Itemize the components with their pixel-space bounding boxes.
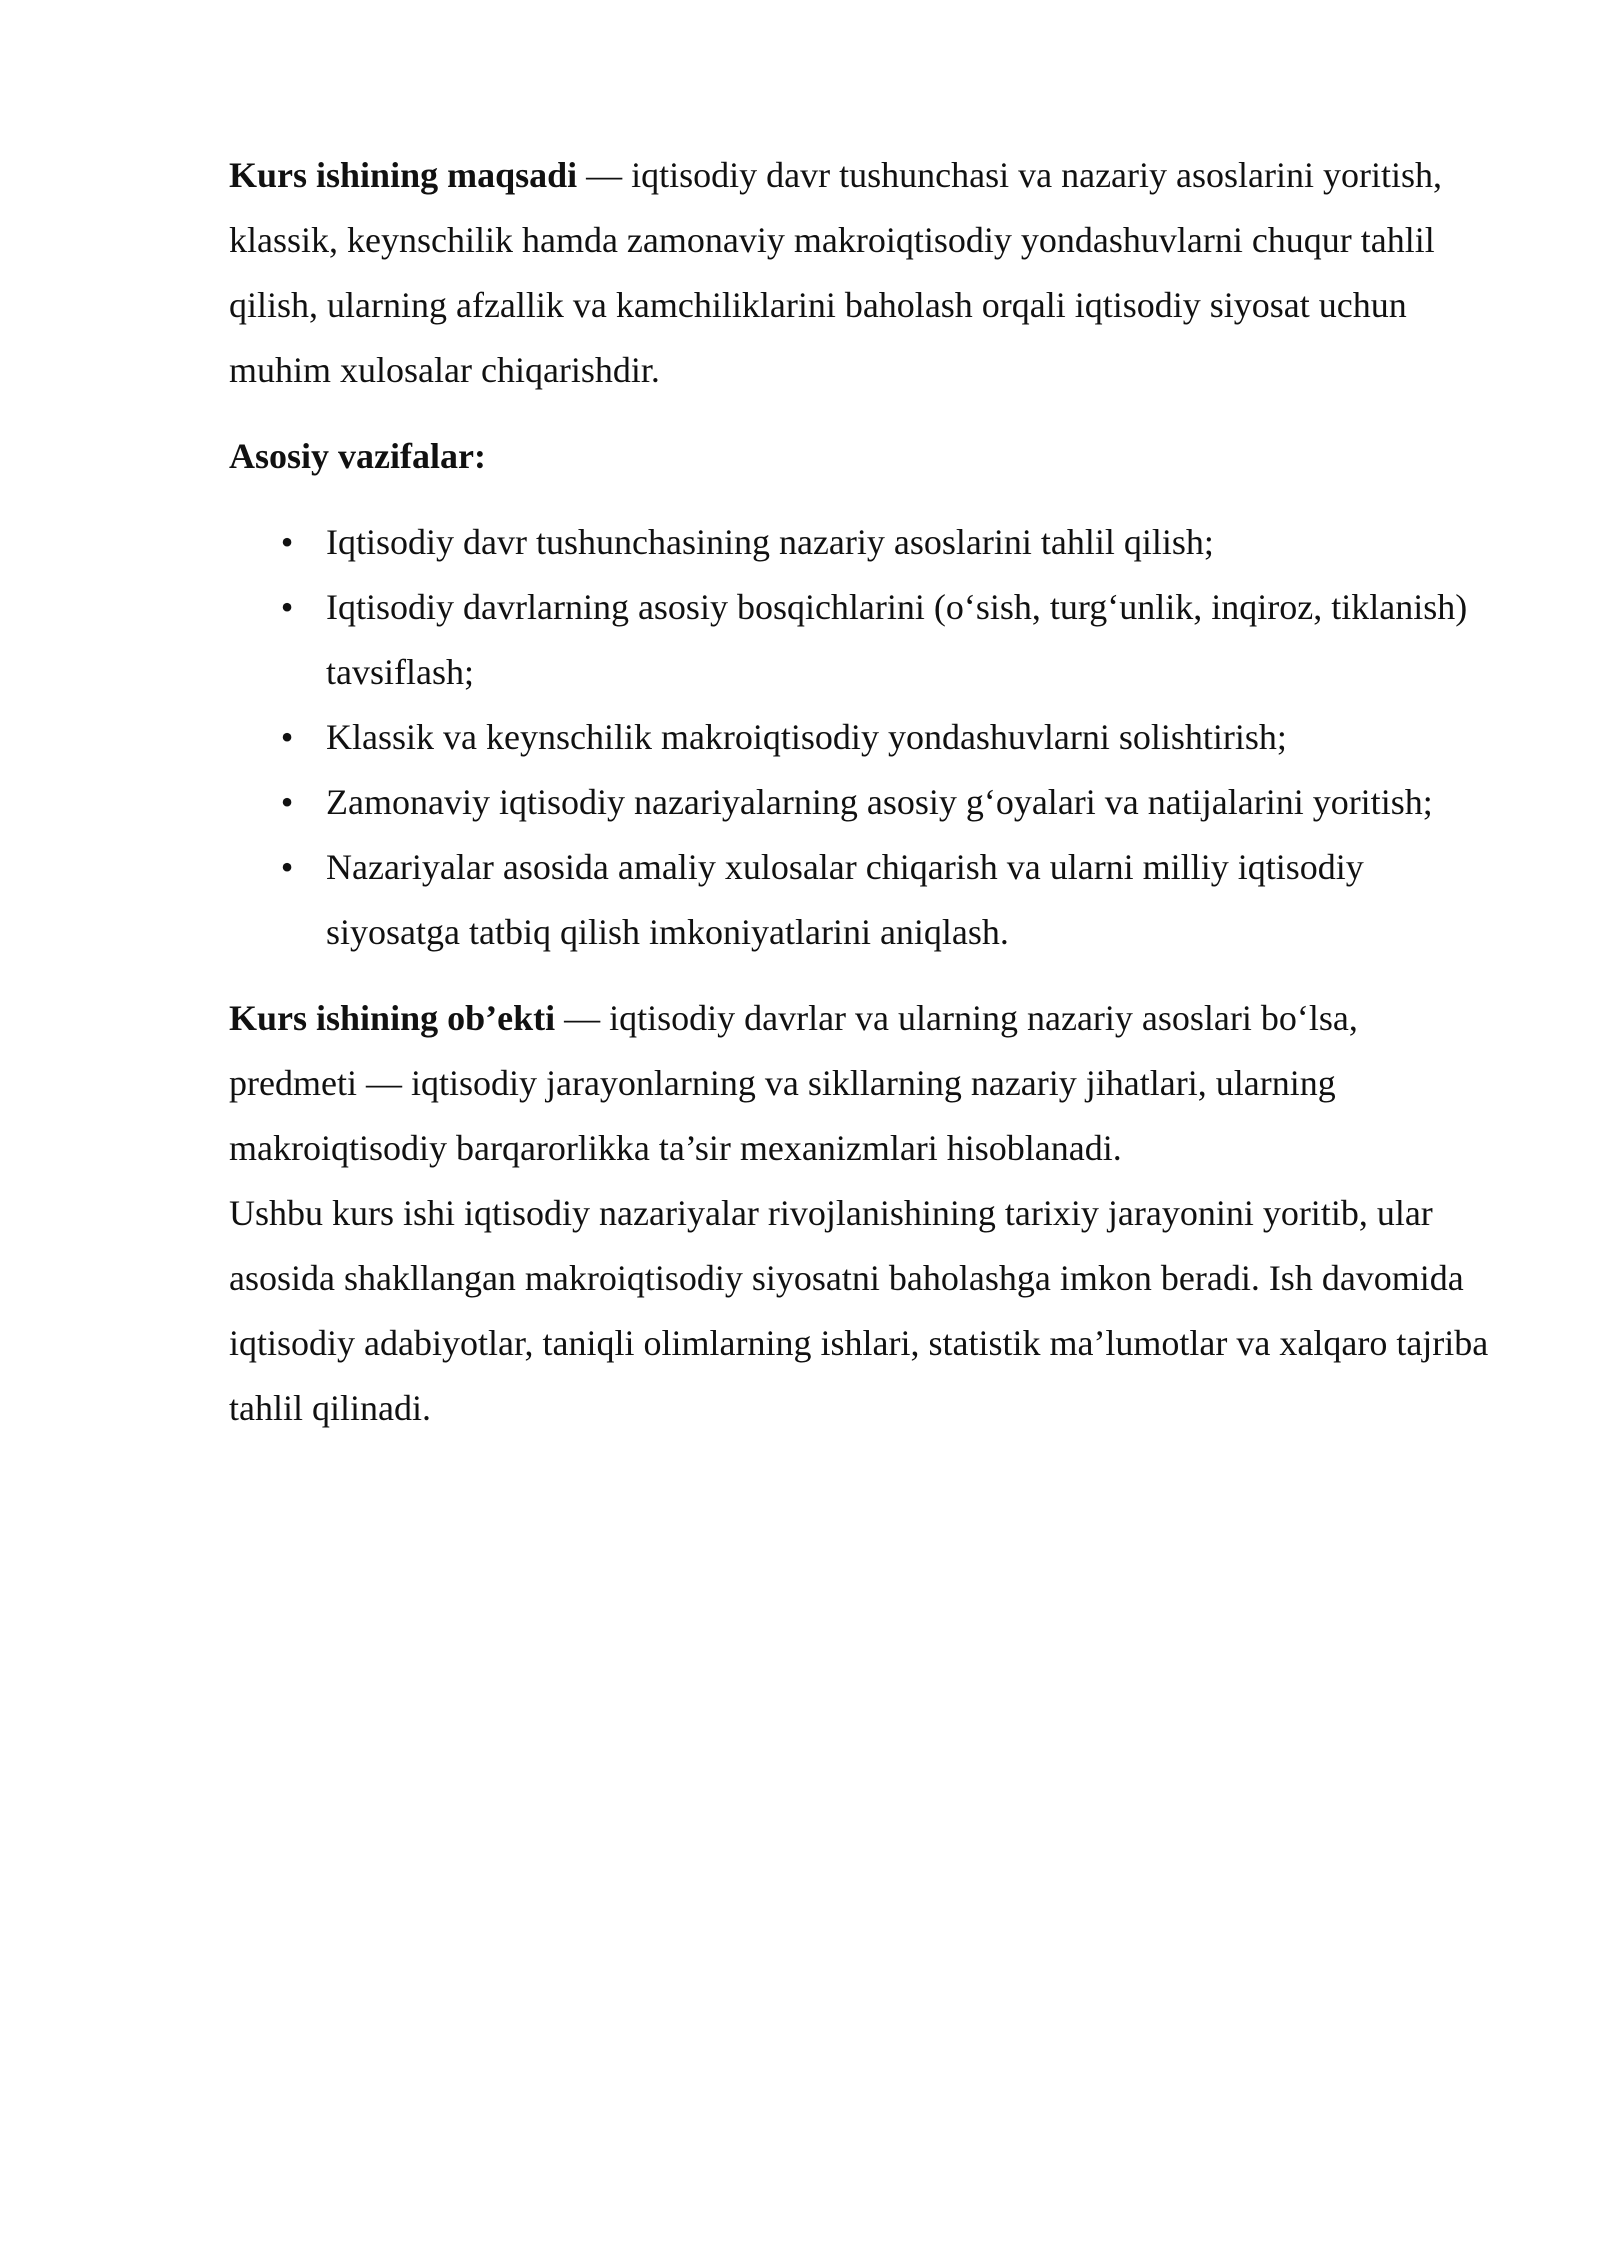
object-paragraph <box>229 986 1489 1181</box>
tasks-list <box>229 510 1489 965</box>
list-item <box>229 835 1489 965</box>
object-text: — iqtisodiy davrlar va ularning nazariy asoslari bo‘lsa, predmeti — iqtisodiy jarayonlarning va sikllarning nazariy jihatlari, ularning makroiqtisodiy barqarorlikka ta’sir mexanizmlari hisoblanadi. <box>229 998 1358 1168</box>
bullet-icon: • <box>280 717 294 757</box>
list-item-text: Nazariyalar asosida amaliy xulosalar chiqarish va ularni milliy iqtisodiy siyosatga tatbiq qilish imkoniyatlarini aniqlash. <box>326 847 1364 952</box>
object-label: Kurs ishining ob’ekti <box>229 998 556 1038</box>
list-item-text: Iqtisodiy davrlarning asosiy bosqichlarini (o‘sish, turg‘unlik, inqiroz, tiklanish) tavsiflash; <box>326 587 1468 692</box>
document-body <box>229 143 1489 1441</box>
list-item-text: Iqtisodiy davr tushunchasining nazariy asoslarini tahlil qilish; <box>326 522 1214 562</box>
summary-paragraph: Ushbu kurs ishi iqtisodiy nazariyalar rivojlanishining tarixiy jarayonini yoritib, ular asosida shakllangan makroiqtisodiy siyosatni baholashga imkon beradi. Ish davomida iqtisodiy adabiyotlar, taniqli olimlarning ishlari, statistik ma’lumotlar va xalqaro tajriba tahlil qilinadi. <box>229 1193 1489 1428</box>
bullet-icon: • <box>280 587 294 627</box>
bullet-icon: • <box>280 847 294 887</box>
bullet-icon: • <box>280 522 294 562</box>
purpose-text: — iqtisodiy davr tushunchasi va nazariy asoslarini yoritish, klassik, keynschilik hamda zamonaviy makroiqtisodiy yondashuvlarni chuqur tahlil qilish, ularning afzallik va kamchiliklarini baholash orqali iqtisodiy siyosat uchun muhim xulosalar chiqarishdir. <box>229 155 1442 390</box>
list-item-text: Klassik va keynschilik makroiqtisodiy yondashuvlarni solishtirish; <box>326 717 1287 757</box>
list-item-text: Zamonaviy iqtisodiy nazariyalarning asosiy g‘oyalari va natijalarini yoritish; <box>326 782 1433 822</box>
purpose-label: Kurs ishining maqsadi <box>229 155 578 195</box>
list-item <box>229 770 1489 835</box>
bullet-icon: • <box>280 782 294 822</box>
list-item <box>229 705 1489 770</box>
list-item <box>229 575 1489 705</box>
list-item <box>229 510 1489 575</box>
purpose-paragraph <box>229 143 1489 403</box>
tasks-heading-text: Asosiy vazifalar: <box>229 436 486 476</box>
tasks-heading <box>229 424 1489 489</box>
